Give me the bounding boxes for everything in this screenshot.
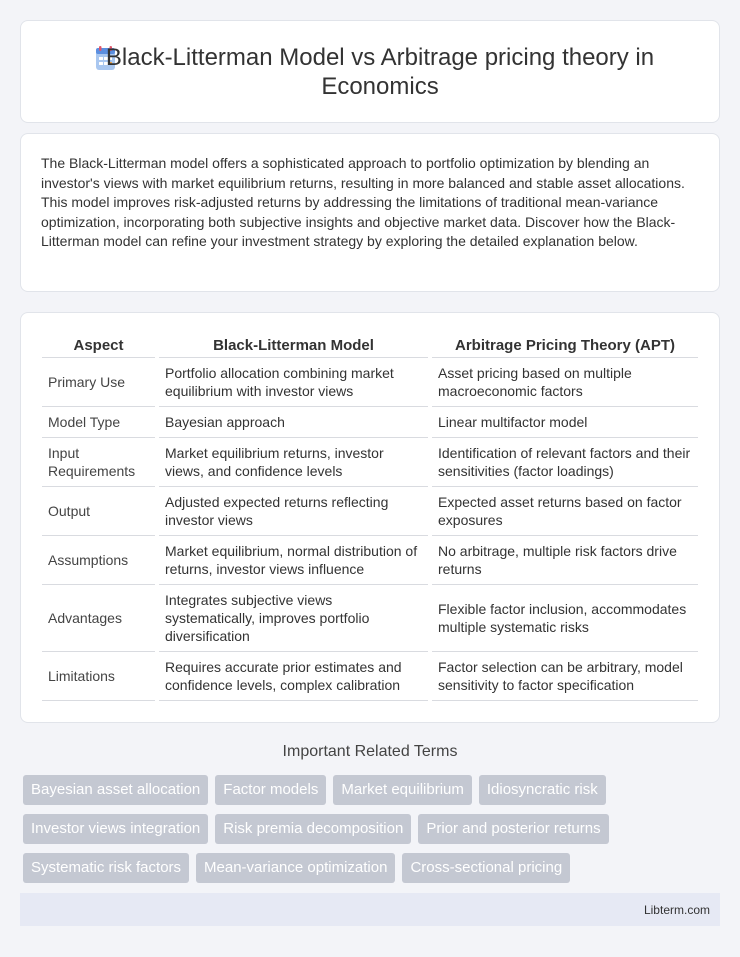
black-litterman-cell: Requires accurate prior estimates and confidence levels, complex calibration xyxy=(157,652,430,701)
related-terms-title: Important Related Terms xyxy=(282,743,458,760)
related-term-tag[interactable]: Bayesian asset allocation xyxy=(23,775,208,805)
table-row xyxy=(42,407,698,438)
header-aspect: Aspect xyxy=(42,333,157,358)
apt-cell: Asset pricing based on multiple macroeconomic factors xyxy=(430,358,698,407)
related-term-tag[interactable]: Idiosyncratic risk xyxy=(479,775,606,805)
table-row xyxy=(42,652,698,701)
related-term-tag[interactable]: Factor models xyxy=(215,775,326,805)
related-term-tag[interactable]: Risk premia decomposition xyxy=(215,814,411,844)
table-row xyxy=(42,536,698,585)
related-term-tag[interactable]: Cross-sectional pricing xyxy=(402,853,570,883)
table-row xyxy=(42,487,698,536)
aspect-cell: Model Type xyxy=(42,407,157,438)
aspect-cell: Primary Use xyxy=(42,358,157,407)
aspect-cell: Advantages xyxy=(42,585,157,652)
apt-cell: Linear multifactor model xyxy=(430,407,698,438)
table-row xyxy=(42,438,698,487)
related-term-tag[interactable]: Market equilibrium xyxy=(333,775,472,805)
page-title: Black-Litterman Model vs Arbitrage pricing theory in Economics xyxy=(105,43,655,100)
black-litterman-cell: Market equilibrium, normal distribution of returns, investor views influence xyxy=(157,536,430,585)
table-row xyxy=(42,358,698,407)
black-litterman-cell: Adjusted expected returns reflecting investor views xyxy=(157,487,430,536)
black-litterman-cell: Portfolio allocation combining market equilibrium with investor views xyxy=(157,358,430,407)
footer-brand-link[interactable]: Libterm.com xyxy=(643,902,710,917)
apt-cell: Flexible factor inclusion, accommodates multiple systematic risks xyxy=(430,585,698,652)
black-litterman-cell: Integrates subjective views systematically, improves portfolio diversification xyxy=(157,585,430,652)
aspect-cell: Assumptions xyxy=(42,536,157,585)
related-terms-list xyxy=(23,775,703,883)
aspect-cell: Input Requirements xyxy=(42,438,157,487)
comparison-table-card xyxy=(20,312,720,723)
apt-cell: Factor selection can be arbitrary, model sensitivity to factor specification xyxy=(430,652,698,701)
apt-cell: Identification of relevant factors and their sensitivities (factor loadings) xyxy=(430,438,698,487)
intro-card xyxy=(20,133,720,292)
black-litterman-cell: Bayesian approach xyxy=(157,407,430,438)
header-black-litterman: Black-Litterman Model xyxy=(157,333,430,358)
aspect-cell: Output xyxy=(42,487,157,536)
table-row xyxy=(42,585,698,652)
aspect-cell: Limitations xyxy=(42,652,157,701)
apt-cell: Expected asset returns based on factor exposures xyxy=(430,487,698,536)
table-header-row xyxy=(42,333,698,358)
related-term-tag[interactable]: Prior and posterior returns xyxy=(418,814,608,844)
header-card xyxy=(20,20,720,123)
related-term-tag[interactable]: Investor views integration xyxy=(23,814,208,844)
intro-paragraph: The Black-Litterman model offers a sophisticated approach to portfolio optimization by blending an investor's views with market equilibrium returns, resulting in more balanced and stable asset allocations. This model improves risk-adjusted returns by addressing the limitations of traditional mean-variance optimization, incorporating both subjective insights and objective market data. Discover how the Black-Litterman model can refine your investment strategy by exploring the detailed explanation below. xyxy=(41,155,685,250)
related-term-tag[interactable]: Mean-variance optimization xyxy=(196,853,395,883)
comparison-table xyxy=(42,333,698,701)
apt-cell: No arbitrage, multiple risk factors drive returns xyxy=(430,536,698,585)
header-apt: Arbitrage Pricing Theory (APT) xyxy=(430,333,698,358)
black-litterman-cell: Market equilibrium returns, investor views, and confidence levels xyxy=(157,438,430,487)
footer xyxy=(20,893,720,926)
related-term-tag[interactable]: Systematic risk factors xyxy=(23,853,189,883)
